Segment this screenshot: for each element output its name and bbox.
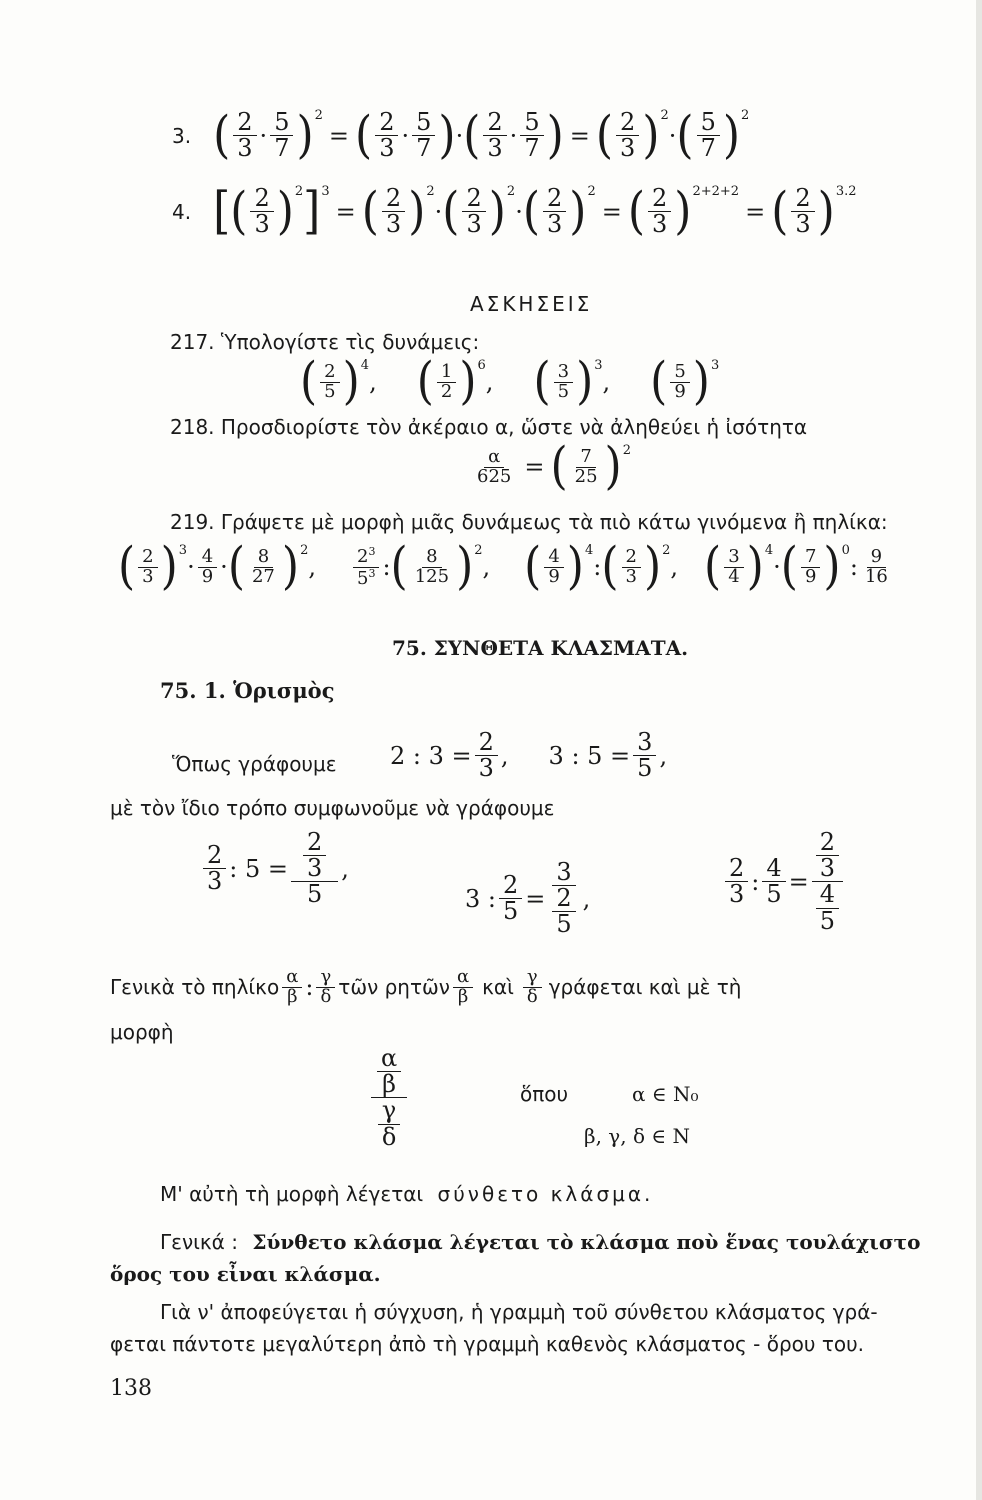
named-line <box>160 1182 653 1206</box>
compound-example-3: $\frac{2}{3}$ : $\frac{4}{5}$ = $\frac{\frac{2}{3}}{\frac{4}{5}}$ <box>722 830 846 934</box>
exercises-heading: ΑΣΚΗΣΕΙΣ <box>470 292 593 316</box>
exercise-217-powers: ( $\frac{2}{5}$ ) 4 , ( $\frac{1}{2}$ ) 6 , ( $\frac{3}{5}$ ) 3 , ( $\frac{5}{9}$ ) 3 <box>300 352 720 411</box>
note-line-1: Γιὰ ν' ἀποφεύγεται ἡ σύγχυση, ἡ γραμμὴ τοῦ σύνθετου κλάσματος γρά- <box>160 1300 878 1324</box>
exercise-218: 218. Προσδιορίστε τὸν ἀκέραιο α, ὥστε νὰ ἀληθεύει ἡ ἰσότητα <box>170 415 808 439</box>
definition-bold-1: Σύνθετο κλάσμα λέγεται τὸ κλάσμα ποὺ ἕνας τουλάχιστο <box>252 1230 921 1254</box>
compound-example-1: $\frac{2}{3}$ : 5 = $\frac{\frac{2}{3}}{5}$ , <box>200 830 349 908</box>
general-text-d: γράφεται καὶ μὲ τὴ <box>548 975 742 1000</box>
definition-line-1 <box>160 1230 920 1254</box>
definition-prefix: Γενικά : <box>160 1230 238 1254</box>
section-subtitle: 75. 1. Ὁρισμὸς <box>160 678 335 703</box>
general-text-c: καὶ <box>482 975 514 1000</box>
exercise-219: 219. Γράψετε μὲ μορφὴ μιᾶς δυνάμεως τὰ πιὸ κάτω γινόμενα ἢ πηλίκα: <box>170 510 888 534</box>
example-3-label: 3. <box>172 123 192 148</box>
division-examples: 2 : 3 = $\frac{2}{3}$ , 3 : 5 = $\frac{3}{5}$ , <box>390 728 668 783</box>
where-text: ὅπου <box>520 1082 569 1106</box>
definition-bold-2: ὅρος του εἶναι κλάσμα. <box>110 1262 381 1286</box>
page-number: 138 <box>110 1376 152 1401</box>
example-4-equation: 4. [ ( $\frac{2}{3}$ ) 2 ] 3 = ( $\frac{2}{3}$ ) 2 · ( $\frac{2}{3}$ ) 2 · ( $\frac{2}{3}$ ) 2 = ( $\frac{2}{3}$ ) 2+2+2 = ( $\frac{2}{3}$ ) 3.2 <box>172 181 857 241</box>
condition-1: α ∈ N₀ <box>632 1082 699 1106</box>
note-line-2: φεται πάντοτε μεγαλύτερη ἀπὸ τὴ γραμμὴ καθενὸς κλάσματος - ὅρου του. <box>110 1332 865 1356</box>
compound-example-2: 3 : $\frac{2}{5}$ = $\frac{3}{\frac{2}{5}}$ , <box>465 858 591 939</box>
compound-general-form: $\frac{\frac{\alpha}{\beta}}{\frac{\gamma}{\delta}}$ <box>368 1046 410 1150</box>
example-3-equation: 3. ( $\frac{2}{3}$ · $\frac{5}{7}$ ) 2 = ( $\frac{2}{3}$ · $\frac{5}{7}$ ) · ( $\frac{2}{3}$ · $\frac{5}{7}$ ) = ( $\frac{2}{3}$ ) 2 · ( $\frac{5}{7}$ ) 2 <box>172 105 750 165</box>
general-statement: Γενικὰ τὸ πηλίκο $\frac{\alpha}{\beta}$ : $\frac{\gamma}{\delta}$ τῶν ρητῶν $\frac{\alpha}{\beta}$ καὶ $\frac{\gamma}{\delta}$ γράφεται καὶ μὲ τὴ <box>110 966 742 1007</box>
section-title: 75. ΣΥΝΘΕΤΑ ΚΛΑΣΜΑΤΑ. <box>392 636 689 660</box>
line-same-way: μὲ τὸν ἴδιο τρόπο συμφωνοῦμε νὰ γράφουμε <box>110 796 555 820</box>
named-term: σύνθετο κλάσμα. <box>437 1182 654 1206</box>
page-edge <box>976 0 982 1500</box>
condition-2: β, γ, δ ∈ N <box>584 1124 691 1148</box>
example-4-label: 4. <box>172 199 192 224</box>
general-text-a: Γενικὰ τὸ πηλίκο <box>110 975 280 1000</box>
named-text: Μ' αὐτὴ τὴ μορφὴ λέγεται <box>160 1182 424 1206</box>
exercise-219-expressions: ( $\frac{2}{3}$ ) 3 · $\frac{4}{9}$ · ( $\frac{8}{27}$ ) 2 , $\frac{2^3}{5^3}$ : ( $\frac{8}{125}$ ) 2 , ( $\frac{4}{9}$ ) 4 : ( $\frac{2}{3}$ ) 2 , ( $\frac{3}{4}$ ) 4 · ( $\frac{7}{9}$ ) 0 : $\frac{9}{16}$ <box>118 537 888 596</box>
line-as-we-write: Ὅπως γράφουμε <box>172 752 337 776</box>
general-text-e: μορφὴ <box>110 1020 174 1044</box>
exercise-218-equation: $\frac{\alpha}{625}$ = ( $\frac{7}{25}$ ) 2 <box>477 437 631 496</box>
general-text-b: τῶν ρητῶν <box>338 975 450 1000</box>
exercise-217: 217. Ὑπολογίστε τὶς δυνάμεις: <box>170 330 480 354</box>
